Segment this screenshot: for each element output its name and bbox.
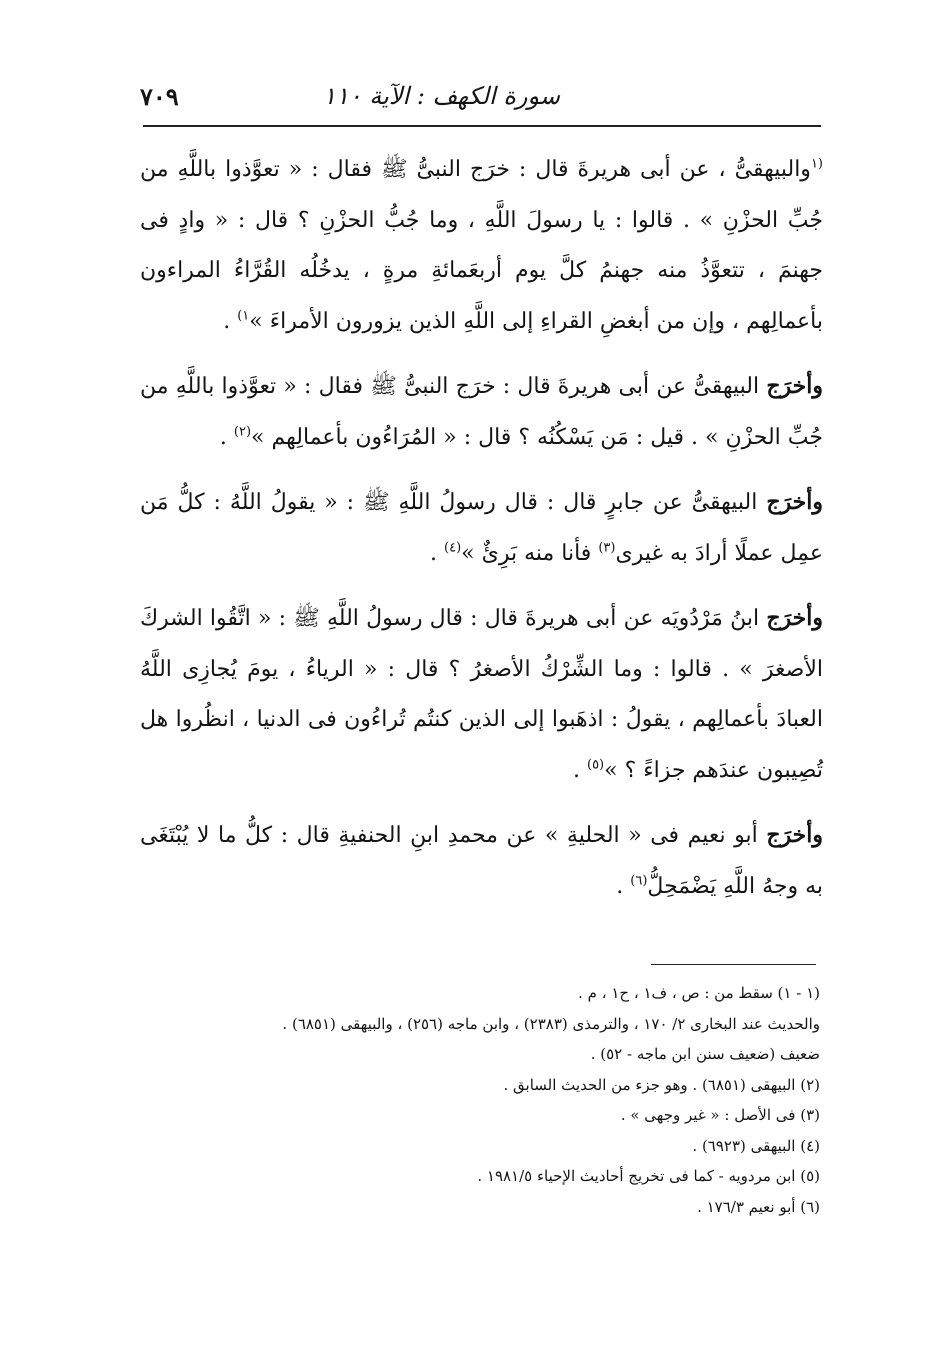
paragraph-text: والبيهقىُّ ، عن أبى هريرةَ قال : خرَج النبىُّ ﷺ فقال : « تعوَّذوا باللَّهِ من جُبِّ الحزْنِ » . قالوا : يا رسولَ اللَّهِ ، وما جُبُّ الحزْنِ ؟ قال : « وادٍ فى جهنمَ ، تتعوَّذُ منه جهنمُ كلَّ يوم أربعَمائةِ مرةٍ ، يدخُلُه القُرَّاءُ المراءون بأعمالِهم ، وإن من أبغضِ القراءِ إلى اللَّهِ الذين يزورون الأمراءَ » <box>140 157 823 334</box>
footnote-marker: (٣) <box>598 540 616 556</box>
paragraph-1 <box>140 145 823 347</box>
footnote-1: (١ - ١) سقط من : ص ، ف١ ، ح١ ، م . <box>578 984 820 1002</box>
paragraph-lead: وأخرَج <box>766 605 823 631</box>
footnote-2: (٢) البيهقى (٦٨٥١) . وهو جزء من الحديث السابق . <box>503 1075 820 1094</box>
footnotes <box>120 978 820 1222</box>
paragraph-3 <box>140 477 823 579</box>
paragraph-text: البيهقىُّ عن جابرٍ قال : قال رسولُ اللَّهِ ﷺ : « يقولُ اللَّهُ : كلُّ مَن عمِل عملًا أرادَ به غيرى <box>140 490 823 566</box>
paragraph-end: . <box>223 308 238 334</box>
paragraph-end: . <box>430 540 444 566</box>
footnote-marker: (٢) <box>233 424 252 440</box>
footnote-1-grade: ضعيف (ضعيف سنن ابن ماجه - ٥٢) . <box>590 1045 820 1063</box>
paragraph-5 <box>140 810 823 912</box>
footnote-5: (٥) ابن مردويه - كما فى تخريج أحاديث الإحياء ١٩٨١/٥ . <box>477 1167 820 1185</box>
footnote-marker: (٤) <box>444 540 462 556</box>
footnote-marker: (٥) <box>586 757 605 773</box>
paragraph-lead: وأخرَج <box>766 373 823 399</box>
body-text <box>140 145 823 912</box>
footnote-4: (٤) البيهقى (٦٩٢٣) . <box>692 1136 820 1155</box>
page-number: ٧٠٩ <box>140 82 179 111</box>
footnote-1-source: والحديث عند البخارى ٢/ ١٧٠ ، والترمذى (٢٣٨٣) ، وابن ماجه (٢٥٦) ، والبيهقى (٦٨٥١) . <box>282 1014 820 1033</box>
paragraph-end: . <box>616 873 631 899</box>
paragraph-text-continued: فأنا منه بَرِئٌ » <box>461 540 599 566</box>
paragraph-lead: وأخرَج <box>766 822 823 848</box>
paragraph-2 <box>140 361 823 463</box>
paragraph-text: البيهقىُّ عن أبى هريرةَ قال : خرَج النبىُّ ﷺ فقال : « تعوَّذوا باللَّهِ من جُبِّ الحزْنِ » . قيل : مَن يَسْكُنُه ؟ قال : « المُرَاءُون بأعمالِهم » <box>140 374 823 450</box>
paragraph-end: . <box>219 424 234 450</box>
paragraph-4 <box>140 593 823 796</box>
header-rule <box>143 125 821 127</box>
footnote-marker: (٦) <box>630 873 648 889</box>
footnote-6: (٦) أبو نعيم ١٧٦/٣ . <box>697 1197 820 1216</box>
paragraph-text: أبو نعيم فى « الحليةِ » عن محمدِ ابنِ الحنفيةِ قال : كلُّ ما لا يُبْتَغَى به وجهُ اللَّهِ يَضْمَحِلُّ <box>140 823 823 899</box>
footnote-marker: (١ <box>810 156 823 172</box>
running-title: سورة الكهف : الآية ١١٠ <box>323 82 560 110</box>
page-header <box>140 82 820 122</box>
paragraph-lead: وأخرَج <box>766 489 823 515</box>
paragraph-text: ابنُ مَرْدُويَه عن أبى هريرةَ قال : قال رسولُ اللَّهِ ﷺ : « اتَّقُوا الشركَ الأصغرَ » . قالوا : وما الشِّرْكُ الأصغرُ ؟ قال : « الرياءُ ، يومَ يُجازِى اللَّهُ العبادَ بأعمالِهم ، يقولُ : اذهَبوا إلى الذين كنتُم تُراءُون فى الدنيا ، انظُروا هل تُصِيبون عندَهم جزاءً ؟ » <box>140 606 823 783</box>
footnote-marker: ١) <box>237 308 250 324</box>
footnote-3: (٣) فى الأصل : « غير وجهى » . <box>620 1106 820 1124</box>
paragraph-end: . <box>572 757 587 783</box>
footnote-rule <box>651 964 816 965</box>
